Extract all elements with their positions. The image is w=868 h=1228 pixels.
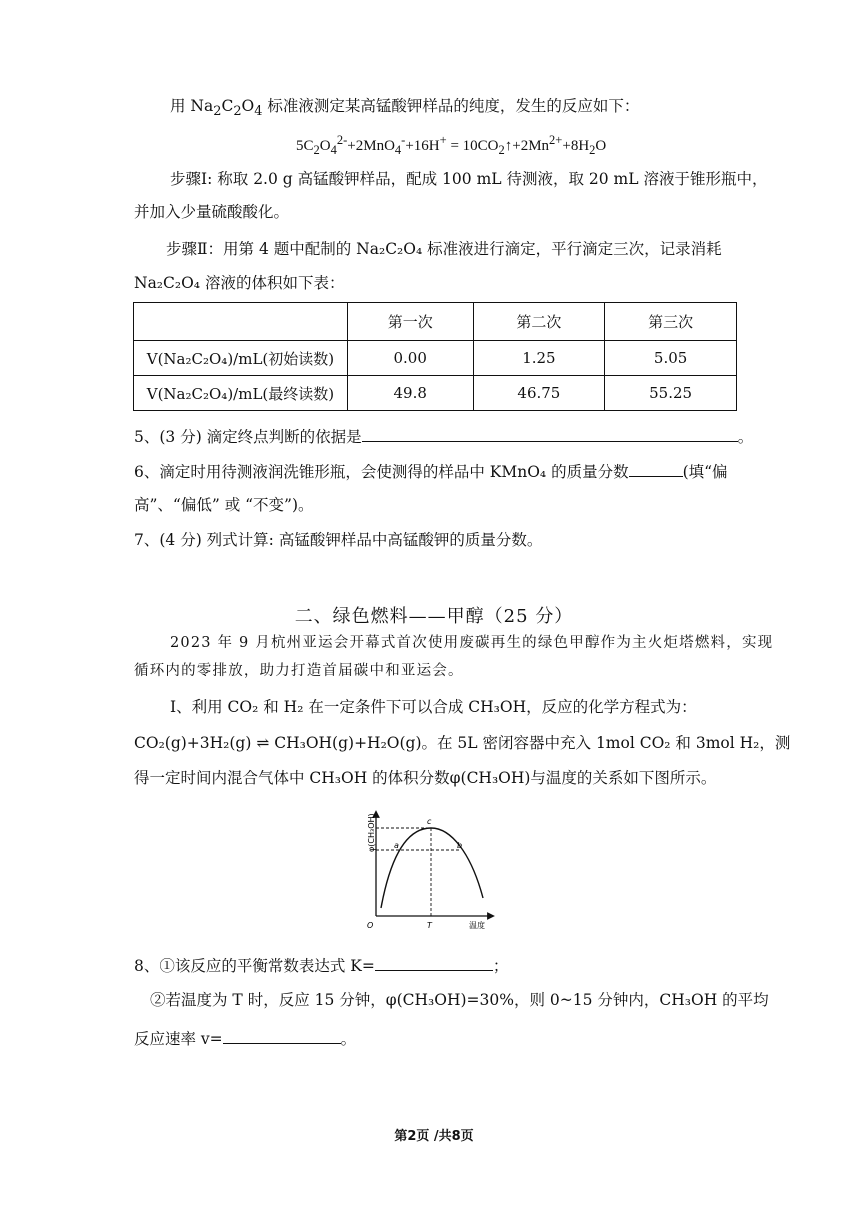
q6-text-a: 6、滴定时用待测液润洗锥形瓶，会使测得的样品中 KMnO₄ 的质量分数 <box>134 463 629 481</box>
table-cell: 49.8 <box>347 376 473 411</box>
q8-text-2: 反应速率 v= <box>134 1030 223 1048</box>
y-axis-label: φ(CH₃OH) <box>367 813 376 852</box>
table-row <box>134 341 737 376</box>
eq-sup: 2- <box>336 133 348 147</box>
table-cell: 0.00 <box>347 341 473 376</box>
titration-table <box>133 302 737 411</box>
intro-text-d: 标准液测定某高锰酸钾样品的纯度，发生的反应如下： <box>262 97 640 115</box>
question-6-line2: 高”、“偏低” 或 “不变”)。 <box>134 496 314 514</box>
q8-k-blank[interactable] <box>375 956 493 971</box>
table-cell: 55.25 <box>605 376 737 411</box>
step1-line1: 步骤Ⅰ: 称取 2.0 g 高锰酸钾样品，配成 100 mL 待测液，取 20 mL 溶液于锥形瓶中， <box>170 170 768 188</box>
q5-end: 。 <box>737 428 754 446</box>
t-label: T <box>427 921 432 930</box>
eq-sub: 2 <box>498 143 505 157</box>
intro-sub-3: 4 <box>254 104 263 120</box>
eq-sub: 4 <box>394 143 402 157</box>
eq-part: +16H <box>405 138 440 154</box>
part1-line2: CO₂(g)+3H₂(g) ⇌ CH₃OH(g)+H₂O(g)。在 5L 密闭容器中充入 1mol CO₂ 和 3mol H₂，测 <box>134 734 791 752</box>
question-8-part2-line1: ②若温度为 T 时，反应 15 分钟，φ(CH₃OH)=30%，则 0~15 分钟内，CH₃OH 的平均 <box>150 991 769 1009</box>
part1-line1: Ⅰ、利用 CO₂ 和 H₂ 在一定条件下可以合成 CH₃OH，反应的化学方程式为： <box>170 698 697 716</box>
eq-part: +8H <box>562 138 590 154</box>
eq-part: +2MnO <box>347 138 395 154</box>
question-5 <box>134 427 753 446</box>
question-6-line1 <box>134 462 728 481</box>
methanol-temperature-graph <box>353 808 513 938</box>
eq-part: 5C <box>296 138 314 154</box>
section-intro-line2: 循环内的零排放，助力打造首届碳中和亚运会。 <box>134 663 464 679</box>
table-cell: V(Na₂C₂O₄)/mL(初始读数) <box>134 341 348 376</box>
table-header-cell: 第二次 <box>473 303 605 341</box>
table-header-cell: 第三次 <box>605 303 737 341</box>
q5-answer-blank[interactable] <box>362 427 738 442</box>
part1-line3: 得一定时间内混合气体中 CH₃OH 的体积分数φ(CH₃OH)与温度的关系如下图所示。 <box>134 769 717 787</box>
origin-label: O <box>367 921 374 930</box>
intro-text-a: 用 Na <box>170 97 214 115</box>
intro-sub-1: 2 <box>213 104 222 120</box>
eq-sub: 2 <box>313 143 320 157</box>
intro-sentence <box>170 99 639 119</box>
eq-sup: 2+ <box>549 133 563 147</box>
eq-sub: 4 <box>330 143 337 157</box>
table-cell: 5.05 <box>605 341 737 376</box>
eq-part: O <box>319 138 331 154</box>
q5-text: 5、(3 分) 滴定终点判断的依据是 <box>134 428 362 446</box>
step2-line1: 步骤Ⅱ：用第 4 题中配制的 Na₂C₂O₄ 标准液进行滴定，平行滴定三次，记录消耗 <box>166 240 722 258</box>
section-title: 二、绿色燃料——甲醇（25 分） <box>294 606 574 627</box>
q8-end-1: ； <box>492 957 509 975</box>
table-header-row <box>134 303 737 341</box>
eq-part: = 10CO <box>446 138 499 154</box>
table-header-cell <box>134 303 348 341</box>
section-intro-line1: 2023 年 9 月杭州亚运会开幕式首次使用废碳再生的绿色甲醇作为主火炬塔燃料，实现 <box>170 635 774 651</box>
reaction-equation <box>296 134 606 157</box>
q6-answer-blank[interactable] <box>629 462 683 477</box>
table-header-cell: 第一次 <box>347 303 473 341</box>
curve <box>381 828 483 908</box>
eq-part: O <box>595 138 607 154</box>
table-row <box>134 376 737 411</box>
x-axis-label: 温度 <box>469 921 485 930</box>
intro-text-b: C <box>221 97 234 115</box>
intro-text-c: O <box>241 97 255 115</box>
step2-line2: Na₂C₂O₄ 溶液的体积如下表： <box>134 274 345 292</box>
question-8-part2-line2 <box>134 1029 356 1048</box>
question-8-part1 <box>134 956 508 975</box>
point-b-label: b <box>457 841 463 850</box>
point-c-label: c <box>427 817 432 826</box>
page-number: 第2页 /共8页 <box>394 1129 474 1144</box>
point-a-label: a <box>394 841 399 850</box>
q8-text-1: 8、①该反应的平衡常数表达式 K= <box>134 957 375 975</box>
table-cell: 1.25 <box>473 341 605 376</box>
eq-sup: + <box>439 133 447 147</box>
eq-sup: - <box>401 133 406 147</box>
intro-sub-2: 2 <box>233 104 242 120</box>
q6-text-b: (填“偏 <box>682 463 728 481</box>
table-cell: 46.75 <box>473 376 605 411</box>
question-7: 7、(4 分) 列式计算: 高锰酸钾样品中高锰酸钾的质量分数。 <box>134 531 543 549</box>
eq-sub: 2 <box>589 143 596 157</box>
q8-rate-blank[interactable] <box>223 1029 341 1044</box>
step1-line2: 并加入少量硫酸酸化。 <box>134 203 290 221</box>
table-cell: V(Na₂C₂O₄)/mL(最终读数) <box>134 376 348 411</box>
q8-end-2: 。 <box>340 1030 357 1048</box>
eq-part: ↑+2Mn <box>504 138 550 154</box>
